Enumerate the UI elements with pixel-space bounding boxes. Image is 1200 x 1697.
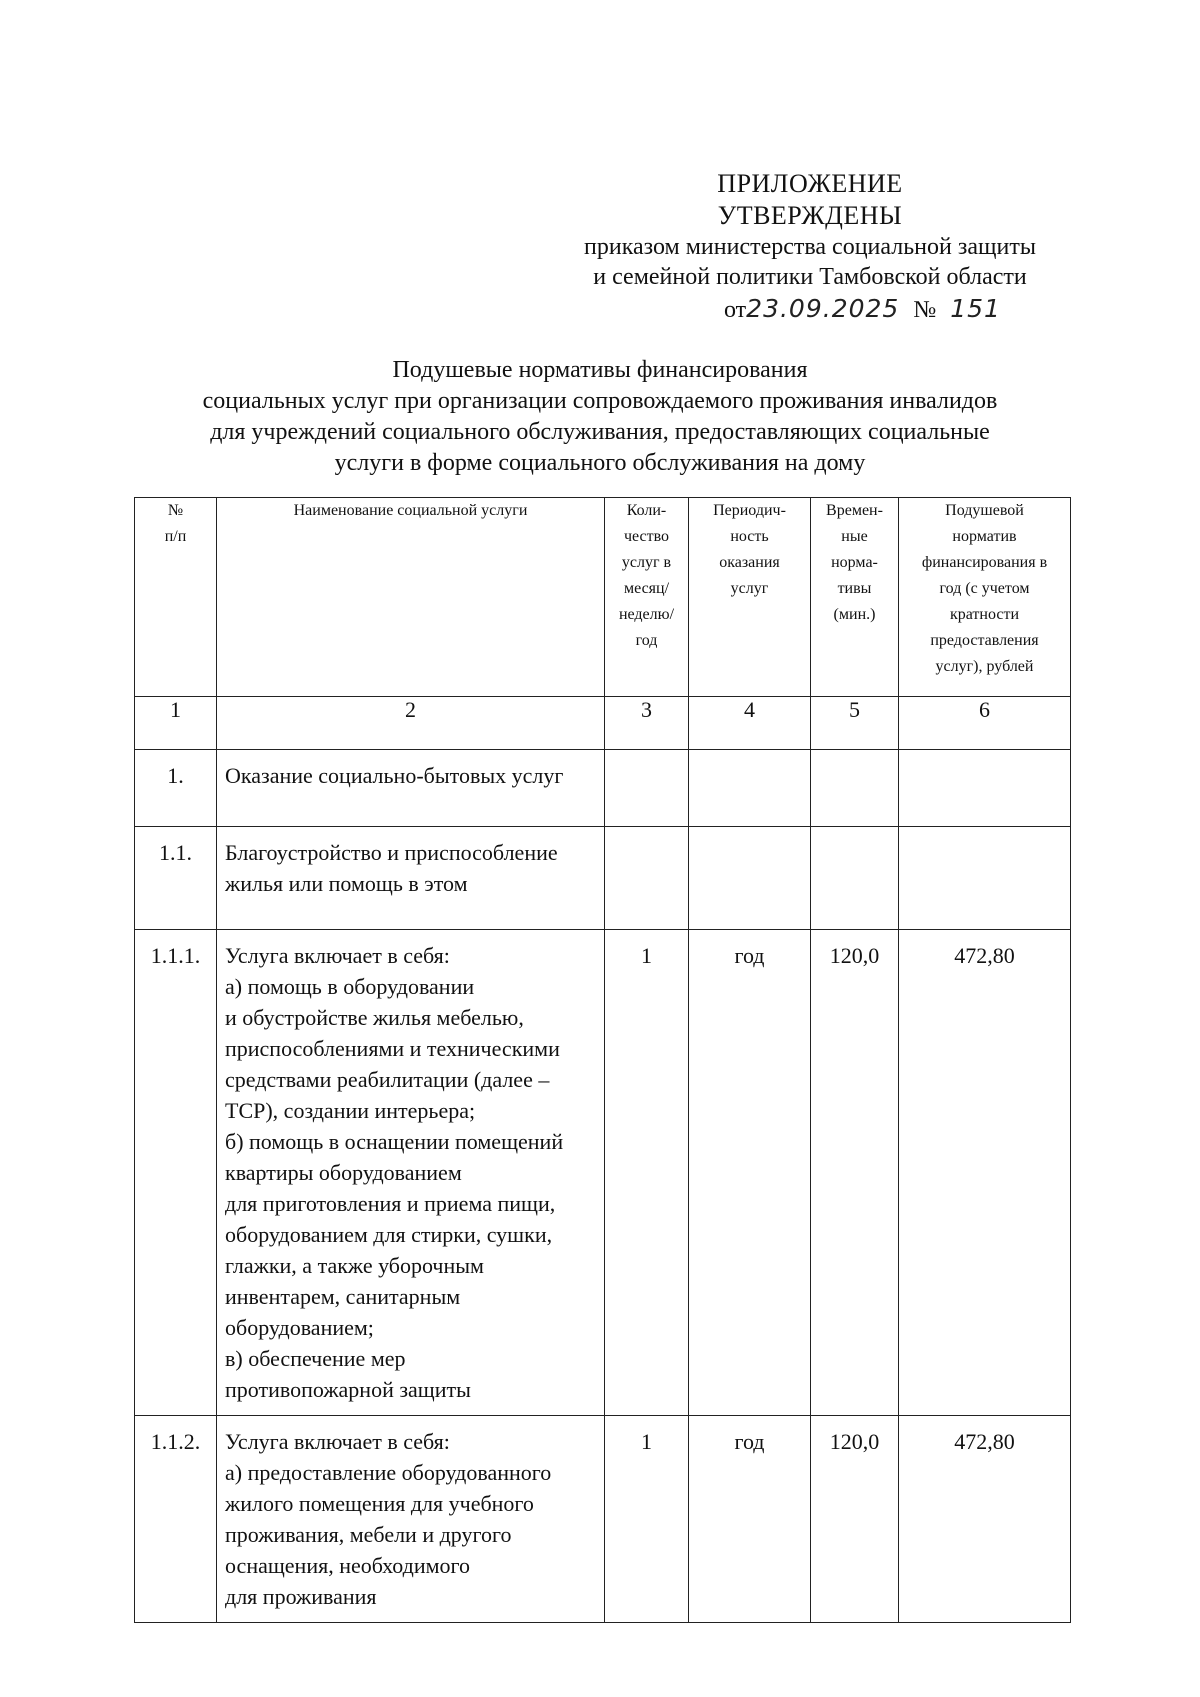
service-periodicity [689, 750, 811, 827]
header-name: Наименование социальной услуги [217, 498, 605, 697]
header-quantity: Коли- чество услуг в месяц/ неделю/ год [605, 498, 689, 697]
row-number: 1. [135, 750, 217, 827]
service-periodicity: год [689, 1416, 811, 1623]
service-name: Оказание социально-бытовых услуг [217, 750, 605, 827]
col-number: 6 [899, 697, 1071, 750]
service-time [811, 750, 899, 827]
col-number: 1 [135, 697, 217, 750]
row-number: 1.1.1. [135, 930, 217, 1416]
approval-line-2: и семейной политики Тамбовской области [593, 264, 1027, 290]
order-date: 23.09.2025 [746, 294, 900, 323]
table-row [135, 1416, 1071, 1623]
service-time: 120,0 [811, 930, 899, 1416]
service-norm [899, 827, 1071, 930]
table-row [135, 930, 1071, 1416]
service-name: Благоустройство и приспособление жилья или помощь в этом [217, 827, 605, 930]
norms-table [134, 497, 1071, 1623]
service-periodicity: год [689, 930, 811, 1416]
table-header-row [135, 498, 1071, 697]
col-number: 3 [605, 697, 689, 750]
header-no: № п/п [135, 498, 217, 697]
approval-block [500, 168, 1120, 292]
title-line: социальных услуг при организации сопровождаемого проживания инвалидов [202, 388, 998, 414]
service-norm [899, 750, 1071, 827]
col-number: 4 [689, 697, 811, 750]
col-number: 2 [217, 697, 605, 750]
row-number: 1.1.2. [135, 1416, 217, 1623]
approval-line-1: приказом министерства социальной защиты [584, 234, 1036, 260]
service-name: Услуга включает в себя: а) предоставление оборудованного жилого помещения для учебного проживания, мебели и другого оснащения, необходимого для проживания [217, 1416, 605, 1623]
service-name: Услуга включает в себя: а) помощь в оборудовании и обустройстве жилья мебелью, приспособлениями и техническими средствами реабилитации (далее – ТСР), создании интерьера; б) помощь в оснащении помещений квартиры оборудованием для приготовления и приема пищи, оборудованием для стирки, сушки, глажки, а также уборочным инвентарем, санитарным оборудованием; в) обеспечение мер противопожарной защиты [217, 930, 605, 1416]
service-periodicity [689, 827, 811, 930]
approved-label: УТВЕРЖДЕНЫ [717, 201, 903, 230]
col-number: 5 [811, 697, 899, 750]
title-line: для учреждений социального обслуживания, предоставляющих социальные [210, 419, 990, 445]
column-number-row [135, 697, 1071, 750]
appendix-label: ПРИЛОЖЕНИЕ [717, 169, 903, 198]
service-time: 120,0 [811, 1416, 899, 1623]
table-row [135, 827, 1071, 930]
service-time [811, 827, 899, 930]
service-quantity: 1 [605, 930, 689, 1416]
title-line: Подушевые нормативы финансирования [392, 357, 808, 383]
service-norm: 472,80 [899, 1416, 1071, 1623]
service-quantity [605, 827, 689, 930]
header-periodicity: Периодич- ность оказания услуг [689, 498, 811, 697]
table-row [135, 750, 1071, 827]
service-quantity [605, 750, 689, 827]
order-date-number [724, 294, 1001, 325]
service-norm: 472,80 [899, 930, 1071, 1416]
row-number: 1.1. [135, 827, 217, 930]
document-title [130, 355, 1070, 479]
number-sign: № [913, 297, 937, 323]
service-quantity: 1 [605, 1416, 689, 1623]
order-number: 151 [950, 294, 1001, 323]
header-financing-norm: Подушевой норматив финансирования в год (с учетом кратности предоставления услуг), рублей [899, 498, 1071, 697]
title-line: услуги в форме социального обслуживания на дому [334, 450, 866, 476]
header-time-norms: Времен- ные норма- тивы (мин.) [811, 498, 899, 697]
date-prefix: от [724, 297, 747, 323]
